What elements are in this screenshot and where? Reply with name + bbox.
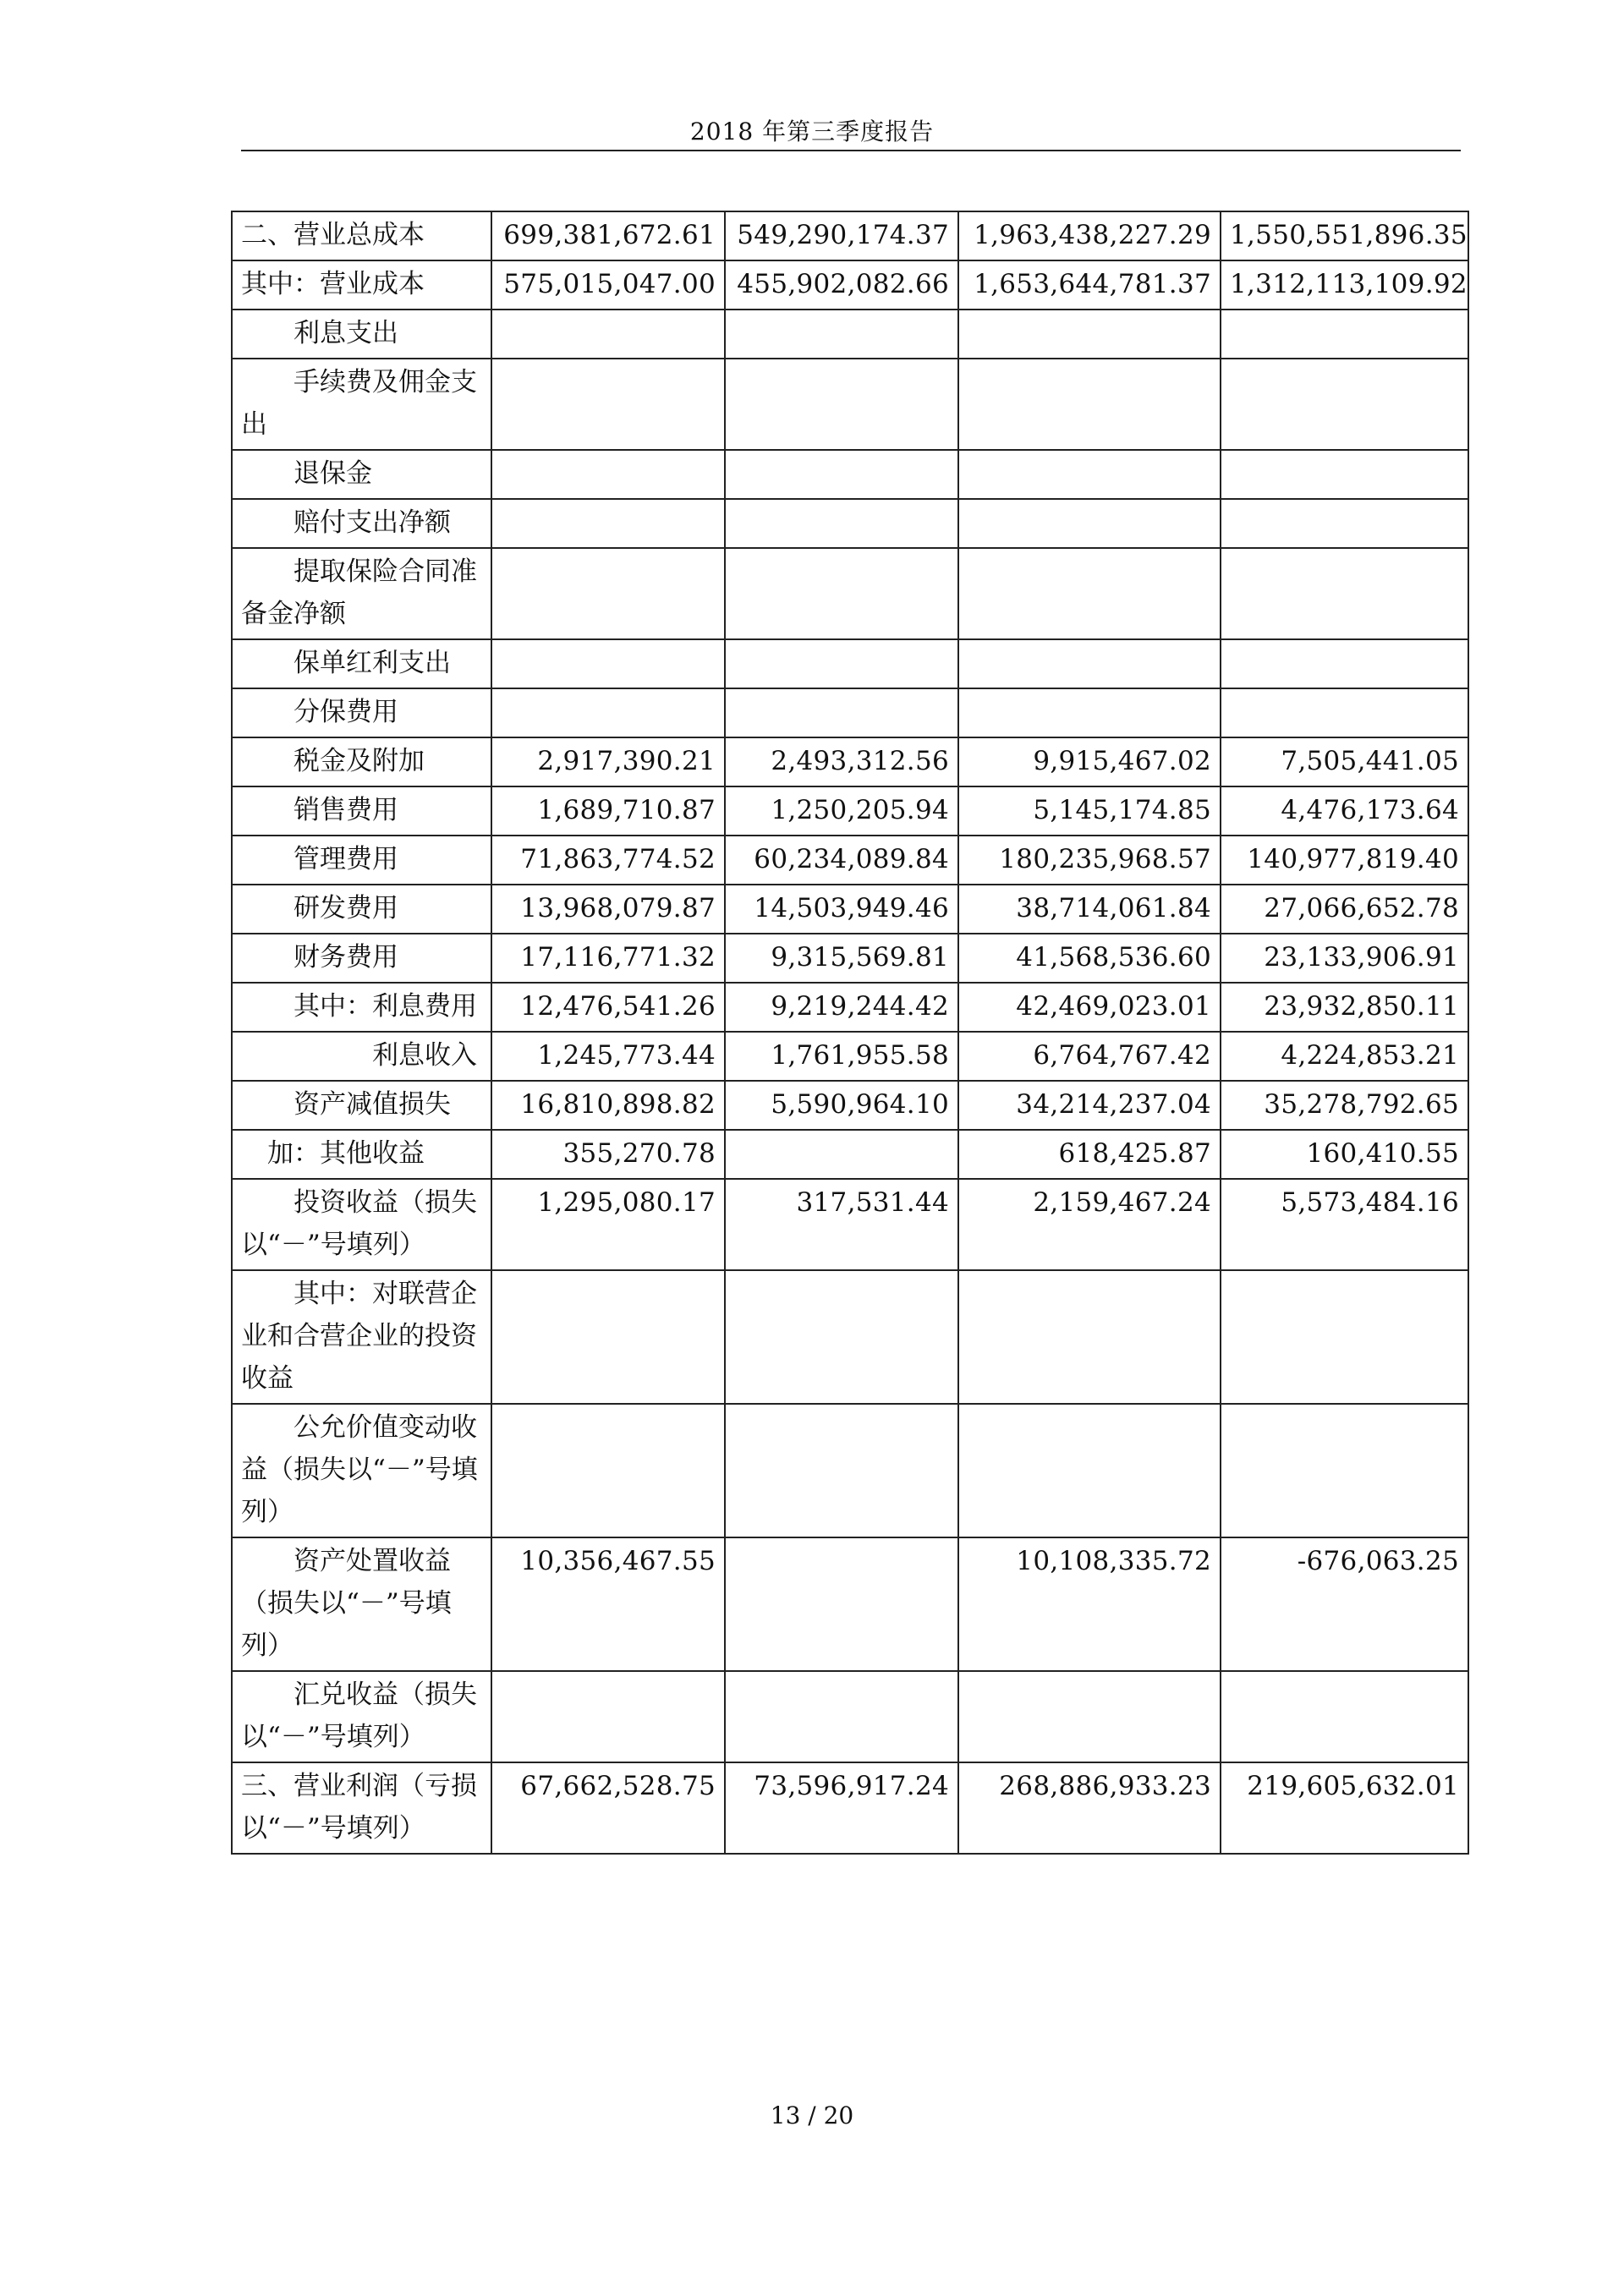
value-cell: 10,108,335.72 — [958, 1537, 1221, 1671]
value-cell: 355,270.78 — [491, 1130, 725, 1179]
table-row — [232, 1081, 1468, 1130]
row-label: 销售费用 — [232, 786, 491, 836]
header-divider — [241, 150, 1461, 151]
value-cell — [491, 499, 725, 548]
value-cell — [958, 688, 1221, 737]
row-label: 税金及附加 — [232, 737, 491, 786]
value-cell — [725, 499, 958, 548]
value-cell: 268,886,933.23 — [958, 1762, 1221, 1854]
value-cell: 13,968,079.87 — [491, 885, 725, 934]
table-row — [232, 499, 1468, 548]
value-cell: 1,245,773.44 — [491, 1032, 725, 1081]
value-cell: 23,133,906.91 — [1221, 934, 1468, 983]
value-cell: 5,573,484.16 — [1221, 1179, 1468, 1270]
table-row — [232, 548, 1468, 639]
table-row — [232, 359, 1468, 450]
value-cell: 14,503,949.46 — [725, 885, 958, 934]
row-label: 资产处置收益（损失以“－”号填列） — [232, 1537, 491, 1671]
row-label: 财务费用 — [232, 934, 491, 983]
value-cell: 1,689,710.87 — [491, 786, 725, 836]
value-cell — [725, 359, 958, 450]
value-cell — [491, 548, 725, 639]
table-row — [232, 1404, 1468, 1537]
value-cell — [1221, 450, 1468, 499]
value-cell: 317,531.44 — [725, 1179, 958, 1270]
value-cell — [1221, 1270, 1468, 1404]
value-cell: 27,066,652.78 — [1221, 885, 1468, 934]
row-label: 其中：利息费用 — [232, 983, 491, 1032]
value-cell — [725, 548, 958, 639]
page-header-title: 2018 年第三季度报告 — [689, 118, 935, 145]
value-cell — [725, 1130, 958, 1179]
table-row — [232, 934, 1468, 983]
value-cell — [958, 450, 1221, 499]
value-cell — [958, 1404, 1221, 1537]
row-label: 二、营业总成本 — [232, 211, 491, 260]
table-row — [232, 885, 1468, 934]
value-cell: 219,605,632.01 — [1221, 1762, 1468, 1854]
row-label: 其中：营业成本 — [232, 260, 491, 310]
value-cell — [958, 548, 1221, 639]
value-cell: 455,902,082.66 — [725, 260, 958, 310]
table-row — [232, 737, 1468, 786]
value-cell: 2,493,312.56 — [725, 737, 958, 786]
value-cell — [1221, 499, 1468, 548]
row-label: 三、营业利润（亏损以“－”号填列） — [232, 1762, 491, 1854]
value-cell: 180,235,968.57 — [958, 836, 1221, 885]
value-cell: 618,425.87 — [958, 1130, 1221, 1179]
row-label: 提取保险合同准备金净额 — [232, 548, 491, 639]
value-cell: 73,596,917.24 — [725, 1762, 958, 1854]
table-row — [232, 211, 1468, 260]
row-label: 公允价值变动收益（损失以“－”号填列） — [232, 1404, 491, 1537]
value-cell: 9,915,467.02 — [958, 737, 1221, 786]
value-cell — [491, 1404, 725, 1537]
value-cell: 17,116,771.32 — [491, 934, 725, 983]
value-cell: 1,550,551,896.35 — [1221, 211, 1468, 260]
value-cell — [725, 1404, 958, 1537]
value-cell — [491, 1671, 725, 1762]
row-label: 手续费及佣金支出 — [232, 359, 491, 450]
value-cell: -676,063.25 — [1221, 1537, 1468, 1671]
value-cell — [1221, 1671, 1468, 1762]
value-cell — [725, 639, 958, 688]
row-label: 利息支出 — [232, 310, 491, 359]
value-cell: 5,145,174.85 — [958, 786, 1221, 836]
table-row — [232, 450, 1468, 499]
value-cell: 38,714,061.84 — [958, 885, 1221, 934]
value-cell: 1,653,644,781.37 — [958, 260, 1221, 310]
row-label: 分保费用 — [232, 688, 491, 737]
value-cell: 2,159,467.24 — [958, 1179, 1221, 1270]
row-label: 赔付支出净额 — [232, 499, 491, 548]
value-cell: 7,505,441.05 — [1221, 737, 1468, 786]
value-cell — [491, 1270, 725, 1404]
table-row — [232, 260, 1468, 310]
value-cell: 35,278,792.65 — [1221, 1081, 1468, 1130]
value-cell — [491, 310, 725, 359]
value-cell — [725, 688, 958, 737]
row-label: 加：其他收益 — [232, 1130, 491, 1179]
row-label: 退保金 — [232, 450, 491, 499]
value-cell: 4,476,173.64 — [1221, 786, 1468, 836]
value-cell — [958, 1671, 1221, 1762]
value-cell — [1221, 548, 1468, 639]
value-cell — [725, 310, 958, 359]
row-label: 资产减值损失 — [232, 1081, 491, 1130]
table-row — [232, 1537, 1468, 1671]
value-cell — [491, 450, 725, 499]
value-cell — [958, 639, 1221, 688]
value-cell: 42,469,023.01 — [958, 983, 1221, 1032]
row-label: 利息收入 — [232, 1032, 491, 1081]
table-row — [232, 1762, 1468, 1854]
value-cell — [958, 499, 1221, 548]
value-cell: 9,219,244.42 — [725, 983, 958, 1032]
row-label: 汇兑收益（损失以“－”号填列） — [232, 1671, 491, 1762]
value-cell: 1,250,205.94 — [725, 786, 958, 836]
value-cell: 5,590,964.10 — [725, 1081, 958, 1130]
income-statement-body — [232, 211, 1468, 1854]
value-cell: 23,932,850.11 — [1221, 983, 1468, 1032]
value-cell — [491, 688, 725, 737]
table-row — [232, 1032, 1468, 1081]
table-row — [232, 1179, 1468, 1270]
value-cell: 12,476,541.26 — [491, 983, 725, 1032]
value-cell: 160,410.55 — [1221, 1130, 1468, 1179]
value-cell: 1,295,080.17 — [491, 1179, 725, 1270]
value-cell — [725, 1671, 958, 1762]
value-cell — [491, 359, 725, 450]
value-cell: 575,015,047.00 — [491, 260, 725, 310]
table-row — [232, 310, 1468, 359]
table-row — [232, 639, 1468, 688]
value-cell: 16,810,898.82 — [491, 1081, 725, 1130]
value-cell — [725, 1537, 958, 1671]
value-cell: 140,977,819.40 — [1221, 836, 1468, 885]
table-row — [232, 1671, 1468, 1762]
value-cell — [1221, 639, 1468, 688]
value-cell: 4,224,853.21 — [1221, 1032, 1468, 1081]
table-row — [232, 983, 1468, 1032]
value-cell — [958, 359, 1221, 450]
row-label: 研发费用 — [232, 885, 491, 934]
table-row — [232, 688, 1468, 737]
value-cell: 1,761,955.58 — [725, 1032, 958, 1081]
value-cell — [491, 639, 725, 688]
row-label: 保单红利支出 — [232, 639, 491, 688]
table-row — [232, 1270, 1468, 1404]
value-cell: 10,356,467.55 — [491, 1537, 725, 1671]
table-row — [232, 836, 1468, 885]
page-number: 13 / 20 — [770, 2101, 854, 2129]
value-cell: 2,917,390.21 — [491, 737, 725, 786]
value-cell — [725, 1270, 958, 1404]
row-label: 投资收益（损失以“－”号填列） — [232, 1179, 491, 1270]
income-statement-table — [231, 211, 1469, 1855]
table-row — [232, 786, 1468, 836]
value-cell: 60,234,089.84 — [725, 836, 958, 885]
value-cell: 699,381,672.61 — [491, 211, 725, 260]
table-row — [232, 1130, 1468, 1179]
value-cell — [1221, 310, 1468, 359]
value-cell: 1,312,113,109.92 — [1221, 260, 1468, 310]
value-cell — [958, 310, 1221, 359]
value-cell: 34,214,237.04 — [958, 1081, 1221, 1130]
value-cell: 1,963,438,227.29 — [958, 211, 1221, 260]
value-cell: 6,764,767.42 — [958, 1032, 1221, 1081]
row-label: 其中：对联营企业和合营企业的投资收益 — [232, 1270, 491, 1404]
value-cell: 67,662,528.75 — [491, 1762, 725, 1854]
value-cell: 71,863,774.52 — [491, 836, 725, 885]
value-cell: 549,290,174.37 — [725, 211, 958, 260]
value-cell: 9,315,569.81 — [725, 934, 958, 983]
value-cell — [1221, 688, 1468, 737]
value-cell — [725, 450, 958, 499]
value-cell: 41,568,536.60 — [958, 934, 1221, 983]
value-cell — [1221, 359, 1468, 450]
value-cell — [1221, 1404, 1468, 1537]
value-cell — [958, 1270, 1221, 1404]
row-label: 管理费用 — [232, 836, 491, 885]
